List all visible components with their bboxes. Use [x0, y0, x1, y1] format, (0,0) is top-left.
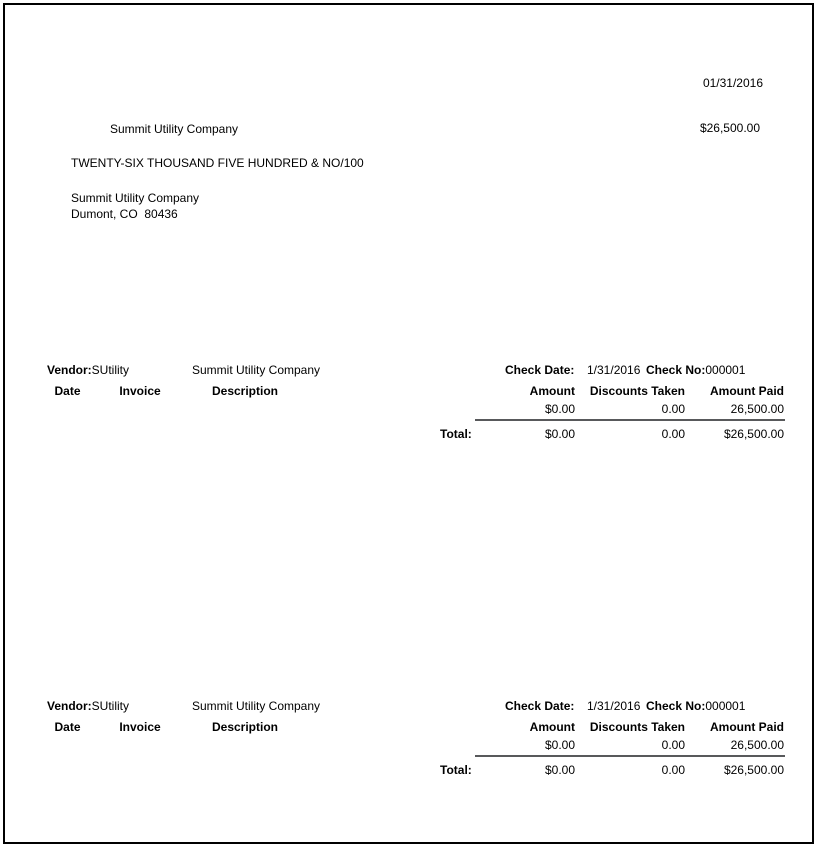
row-discounts-taken: 0.00 — [661, 738, 685, 752]
check-no-value: 000001 — [705, 699, 746, 713]
total-amount-paid: $26,500.00 — [723, 763, 784, 777]
check-payee-name: Summit Utility Company — [110, 122, 239, 136]
total-discounts-taken: 0.00 — [661, 763, 685, 777]
column-header-amount-paid: Amount Paid — [710, 384, 784, 398]
check-date: 01/31/2016 — [702, 76, 763, 90]
total-label: Total: — [440, 427, 472, 441]
check-no-label: Check No: — [646, 363, 706, 377]
vendor-label: Vendor: — [47, 363, 92, 377]
column-header-date: Date — [54, 384, 81, 398]
check-amount-numeric: $26,500.00 — [699, 121, 760, 135]
column-header-invoice: Invoice — [119, 720, 161, 734]
vendor-line — [47, 363, 129, 377]
total-discounts-taken: 0.00 — [661, 427, 685, 441]
column-header-discounts-taken: Discounts Taken — [589, 720, 685, 734]
check-no-line — [646, 699, 745, 713]
column-header-amount: Amount — [529, 384, 575, 398]
vendor-id: SUtility — [91, 363, 130, 377]
column-header-date: Date — [54, 720, 81, 734]
column-header-description: Description — [211, 720, 278, 734]
check-no-label: Check No: — [646, 699, 706, 713]
total-amount: $0.00 — [544, 763, 575, 777]
check-no-line — [646, 363, 745, 377]
check-address-line2: Dumont, CO 80436 — [71, 207, 178, 221]
column-header-description: Description — [211, 384, 278, 398]
row-discounts-taken: 0.00 — [661, 402, 685, 416]
vendor-name: Summit Utility Company — [192, 363, 321, 377]
vendor-id: SUtility — [91, 699, 130, 713]
total-label: Total: — [440, 763, 472, 777]
vendor-name: Summit Utility Company — [192, 699, 321, 713]
column-header-amount: Amount — [529, 720, 575, 734]
total-amount-paid: $26,500.00 — [723, 427, 784, 441]
check-amount-words: TWENTY-SIX THOUSAND FIVE HUNDRED & NO/100 — [71, 156, 364, 170]
check-address-line1: Summit Utility Company — [71, 191, 200, 205]
check-date-label: Check Date: — [505, 699, 575, 713]
remittance-stub-1 — [0, 363, 817, 448]
row-amount: $0.00 — [544, 738, 575, 752]
total-separator-line — [475, 755, 785, 757]
row-amount: $0.00 — [544, 402, 575, 416]
vendor-line — [47, 699, 129, 713]
check-date-label: Check Date: — [505, 363, 575, 377]
row-amount-paid: 26,500.00 — [730, 738, 784, 752]
check-no-value: 000001 — [705, 363, 746, 377]
column-header-invoice: Invoice — [119, 384, 161, 398]
total-amount: $0.00 — [544, 427, 575, 441]
column-header-amount-paid: Amount Paid — [710, 720, 784, 734]
total-separator-line — [475, 419, 785, 421]
vendor-label: Vendor: — [47, 699, 92, 713]
column-header-discounts-taken: Discounts Taken — [589, 384, 685, 398]
remittance-stub-2 — [0, 699, 817, 784]
row-amount-paid: 26,500.00 — [730, 402, 784, 416]
check-date-value: 1/31/2016 — [587, 699, 641, 713]
check-date-value: 1/31/2016 — [587, 363, 641, 377]
